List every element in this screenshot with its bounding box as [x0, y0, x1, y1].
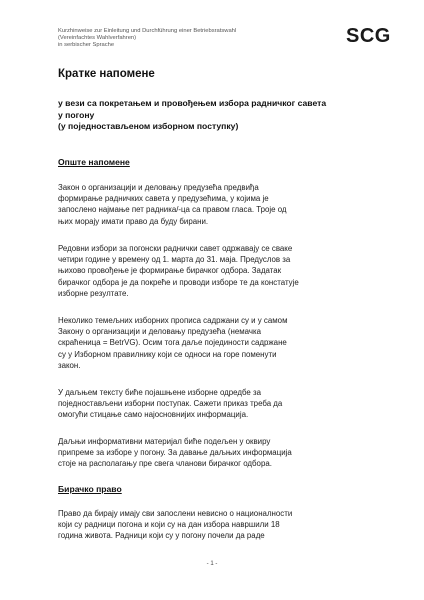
header-text [58, 28, 318, 50]
paragraph-line: скраћеница = BetrVG). Осим тога даље појединости садржане [58, 338, 287, 348]
paragraph-line: година живота. Радници који су у погону почели да раде [58, 531, 265, 541]
paragraph-line: бирачког одбора је да покреће и проводи изборе те да констатује [58, 277, 299, 287]
header-line: Kurzhinweise zur Einleitung und Durchführung einer Betriebsratswahl [58, 28, 237, 34]
paragraph-line: припреме за изборе у погону. За давање даљњих информација [58, 448, 292, 458]
scg-logo: SCG [346, 25, 391, 47]
paragraph-line: који су радници погона и који су на дан избора навршили 18 [58, 520, 280, 530]
section-heading-voting-right: Бирачко право [58, 484, 122, 494]
paragraph [58, 315, 374, 371]
header-line: (Vereinfachtes Wahlverfahren) [58, 35, 137, 42]
paragraph [58, 508, 374, 542]
header-line: in serbischer Sprache [58, 42, 115, 49]
paragraph-line: њих морају имати право да буду бирани. [58, 216, 209, 226]
paragraph-line: стоје на располагању пре свега чланови бирачког одбора. [58, 459, 272, 469]
paragraph-line: Неколико темељних изборних прописа садржани су и у самом [58, 316, 288, 325]
paragraph [58, 436, 374, 470]
paragraph [58, 182, 374, 227]
paragraph-line: У даљњем тексту биће појашњене изборне одредбе за [58, 388, 261, 397]
paragraph-line: поједностављени изборни поступак. Сажети приказ треба да [58, 399, 283, 409]
section-heading-general: Опште напомене [58, 157, 130, 167]
paragraph-line: закон. [58, 360, 81, 370]
paragraph [58, 243, 374, 299]
page-number: - 1 - [206, 561, 218, 567]
paragraph [58, 387, 374, 421]
subtitle-line: (у поједностављеном изборном поступку) [58, 121, 239, 131]
subtitle-line: у погону [58, 109, 95, 120]
paragraph-line: запослено најмање пет радника/-ца са правом гласа. Тројe од [58, 205, 287, 215]
paragraph-line: Закону о организацији и деловању предузећа (немачка [58, 327, 261, 337]
paragraph-line: њихово провођење је формирање бирачког одбора. Задатак [58, 266, 282, 276]
paragraph-line: изборне резултате. [58, 288, 129, 298]
paragraph-line: су у Изборном правилнику који се односи на горе поменути [58, 349, 277, 359]
paragraph-line: Закон о организацији и деловању предузећа предвиђа [58, 183, 259, 192]
document-subtitle [58, 98, 378, 133]
paragraph-line: омогући стицање само најосновнијих информација. [58, 410, 249, 420]
paragraph-line: Редовни избори за погонски раднички савет одржавају се сваке [58, 244, 293, 253]
paragraph-line: четири године у времену од 1. марта до 31. маја. Предуслов за [58, 255, 291, 265]
paragraph-line: Даљњи информативни материјал биће подељен у оквиру [58, 437, 271, 446]
document-title: Кратке напомене [58, 68, 155, 80]
paragraph-line: формирање радничких савета у предузећима, у којима је [58, 194, 269, 204]
paragraph-line: Право да бирају имају сви запослени невисно о националности [58, 509, 293, 518]
subtitle-line: у вези са покретањем и провођењем избора радничког савета [58, 98, 327, 108]
